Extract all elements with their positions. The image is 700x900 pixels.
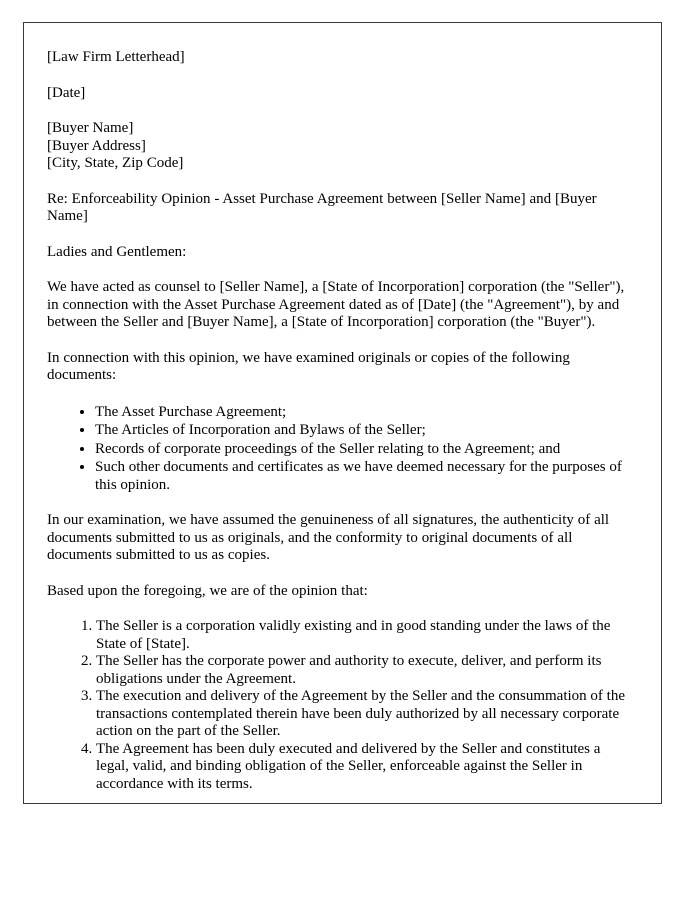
- list-item: • Records of corporate proceedings of the Seller relating to the Agreement; and: [95, 440, 637, 459]
- documents-examined-list: [47, 403, 637, 495]
- list-item: • The Articles of Incorporation and Bylaws of the Seller;: [95, 421, 637, 440]
- list-item: 3. The execution and delivery of the Agreement by the Seller and the consummation of the transactions contemplated therein have been duly authorized by all necessary corporate action on the part of the Seller.: [96, 688, 637, 741]
- date-placeholder: [Date]: [47, 84, 86, 101]
- list-item: 1. The Seller is a corporation validly existing and in good standing under the laws of the State of [State].: [96, 618, 637, 653]
- list-item: 2. The Seller has the corporate power and authority to execute, deliver, and perform its obligations under the Agreement.: [96, 653, 637, 688]
- document-page: [23, 22, 662, 804]
- list-item: 4. The Agreement has been duly executed and delivered by the Seller and constitutes a legal, valid, and binding obligation of the Seller, enforceable against the Seller in accordance with its terms.: [96, 741, 637, 794]
- opinions-list: [47, 618, 637, 793]
- recipient-address-block: [47, 120, 637, 173]
- list-item: • The Asset Purchase Agreement;: [95, 403, 637, 422]
- recipient-address: [Buyer Address]: [47, 137, 146, 154]
- opinion-intro-paragraph: Based upon the foregoing, we are of the opinion that:: [47, 582, 368, 599]
- list-item: • Such other documents and certificates as we have deemed necessary for the purposes of this opinion.: [95, 458, 637, 494]
- intro-paragraph: We have acted as counsel to [Seller Name], a [State of Incorporation] corporation (the "Seller"), in connection with the Asset Purchase Agreement dated as of [Date] (the "Agreement"), by and between the Seller and [Buyer Name], a [State of Incorporation] corporation (the "Buyer").: [47, 279, 625, 330]
- recipient-name: [Buyer Name]: [47, 120, 134, 136]
- salutation: Ladies and Gentlemen:: [47, 243, 187, 260]
- assumptions-paragraph: In our examination, we have assumed the genuineness of all signatures, the authenticity of all documents submitted to us as originals, and the conformity to original documents of all documents submitted to us as copies.: [47, 512, 610, 563]
- documents-intro-paragraph: In connection with this opinion, we have examined originals or copies of the following documents:: [47, 349, 570, 383]
- letterhead-placeholder: [Law Firm Letterhead]: [47, 49, 185, 65]
- subject-line: Re: Enforceability Opinion - Asset Purchase Agreement between [Seller Name] and [Buyer Name]: [47, 190, 597, 224]
- recipient-city-state-zip: [City, State, Zip Code]: [47, 155, 184, 171]
- document-body: [24, 23, 661, 793]
